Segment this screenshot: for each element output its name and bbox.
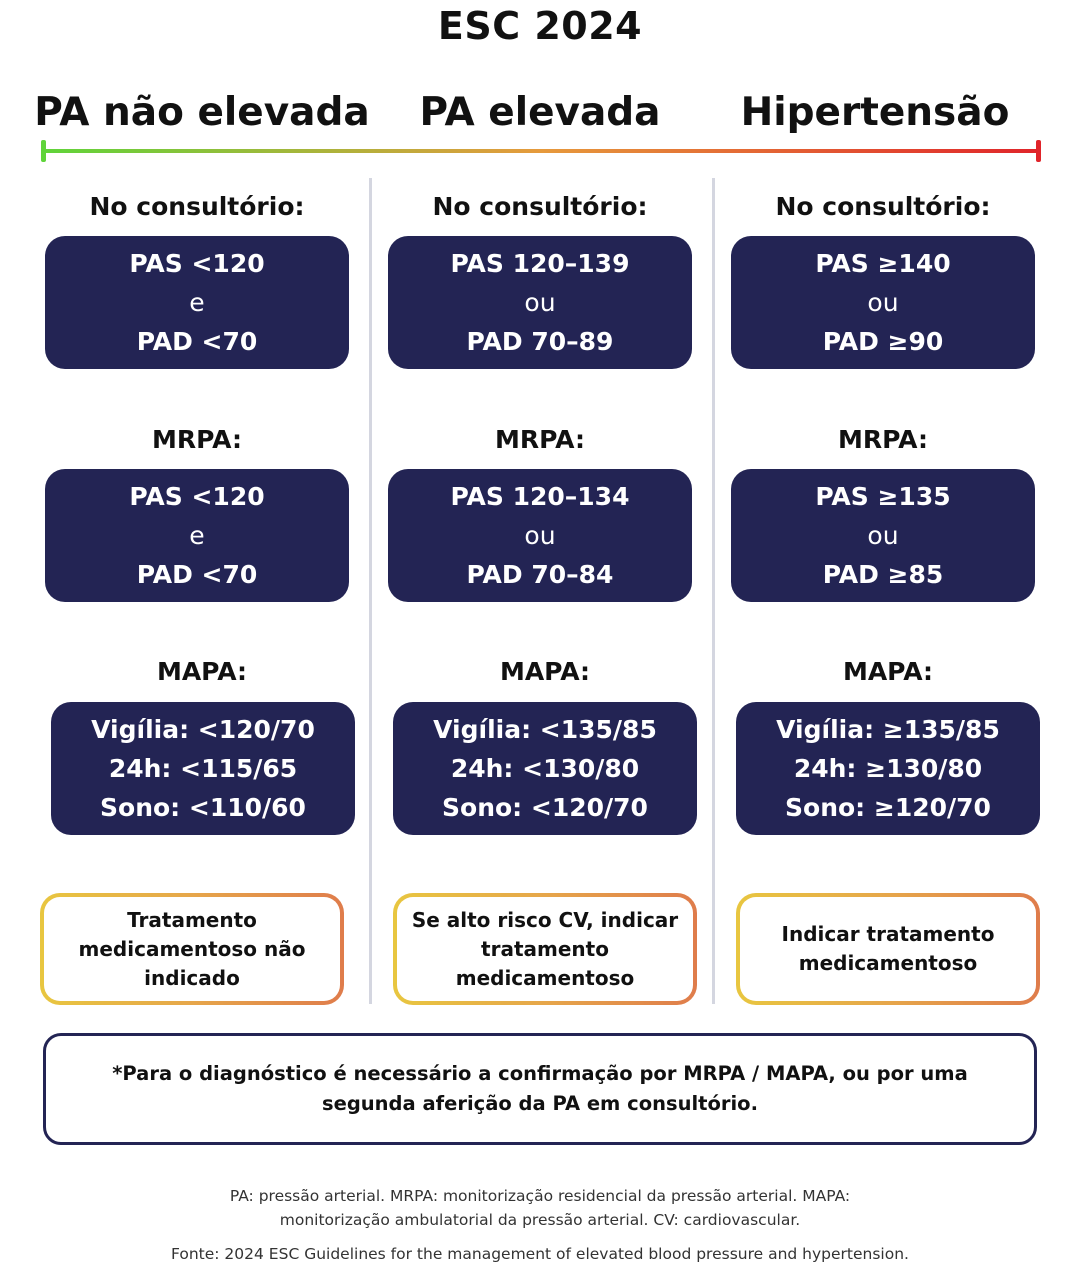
- diastolic-value: PAD <70: [136, 560, 258, 589]
- sleep-value: Sono: ≥120/70: [785, 793, 991, 822]
- sleep-value: Sono: <110/60: [100, 793, 306, 822]
- systolic-value: PAS ≥135: [815, 482, 951, 511]
- conjunction: e: [189, 521, 205, 550]
- mapa-values-box: [393, 702, 697, 835]
- mrpa-values-box: [731, 469, 1035, 602]
- mrpa-values-box: [45, 469, 349, 602]
- conjunction: e: [189, 288, 205, 317]
- diastolic-value: PAD 70–89: [466, 327, 614, 356]
- category-elevated: PA elevada: [419, 90, 661, 135]
- severity-scale-bar: [40, 140, 1042, 162]
- mapa-label: MAPA:: [156, 657, 248, 686]
- 24h-value: 24h: <130/80: [450, 754, 640, 783]
- source-footnote: Fonte: 2024 ESC Guidelines for the management of elevated blood pressure and hypertension.: [171, 1245, 909, 1263]
- mrpa-label: MRPA:: [495, 425, 585, 454]
- mrpa-label: MRPA:: [152, 425, 242, 454]
- treatment-recommendation: Tratamento medicamentoso não indicado: [40, 893, 344, 1005]
- diastolic-value: PAD <70: [136, 327, 258, 356]
- sleep-value: Sono: <120/70: [442, 793, 648, 822]
- page-title: ESC 2024: [437, 4, 643, 48]
- diastolic-value: PAD 70–84: [466, 560, 614, 589]
- systolic-value: PAS <120: [129, 249, 265, 278]
- abbreviations-footnote: PA: pressão arterial. MRPA: monitorização residencial da pressão arterial. MAPA: monitorização ambulatorial da pressão arterial. CV: cardiovascular.: [229, 1187, 851, 1229]
- category-not-elevated: PA não elevada: [34, 90, 370, 135]
- office-label: No consultório:: [775, 192, 991, 221]
- conjunction: ou: [524, 288, 556, 317]
- office-label: No consultório:: [432, 192, 648, 221]
- diastolic-value: PAD ≥85: [822, 560, 944, 589]
- treatment-recommendation: Se alto risco CV, indicar tratamento medicamentoso: [393, 893, 697, 1005]
- systolic-value: PAS ≥140: [815, 249, 951, 278]
- wake-value: Vigília: <135/85: [433, 715, 657, 744]
- column-divider: [369, 178, 372, 1004]
- conjunction: ou: [867, 288, 899, 317]
- wake-value: Vigília: <120/70: [91, 715, 315, 744]
- mrpa-label: MRPA:: [838, 425, 928, 454]
- 24h-value: 24h: ≥130/80: [793, 754, 983, 783]
- office-label: No consultório:: [89, 192, 305, 221]
- mapa-values-box: [736, 702, 1040, 835]
- 24h-value: 24h: <115/65: [108, 754, 298, 783]
- office-values-box: [388, 236, 692, 369]
- mapa-values-box: [51, 702, 355, 835]
- wake-value: Vigília: ≥135/85: [776, 715, 1000, 744]
- conjunction: ou: [524, 521, 556, 550]
- systolic-value: PAS <120: [129, 482, 265, 511]
- mapa-label: MAPA:: [842, 657, 934, 686]
- category-hypertension: Hipertensão: [740, 90, 1010, 135]
- conjunction: ou: [867, 521, 899, 550]
- diastolic-value: PAD ≥90: [822, 327, 944, 356]
- column-divider: [712, 178, 715, 1004]
- office-values-box: [731, 236, 1035, 369]
- mrpa-values-box: [388, 469, 692, 602]
- diagnosis-note: *Para o diagnóstico é necessário a confirmação por MRPA / MAPA, ou por uma segunda aferição da PA em consultório.: [43, 1033, 1037, 1145]
- systolic-value: PAS 120–139: [450, 249, 630, 278]
- systolic-value: PAS 120–134: [450, 482, 630, 511]
- office-values-box: [45, 236, 349, 369]
- treatment-recommendation: Indicar tratamento medicamentoso: [736, 893, 1040, 1005]
- mapa-label: MAPA:: [499, 657, 591, 686]
